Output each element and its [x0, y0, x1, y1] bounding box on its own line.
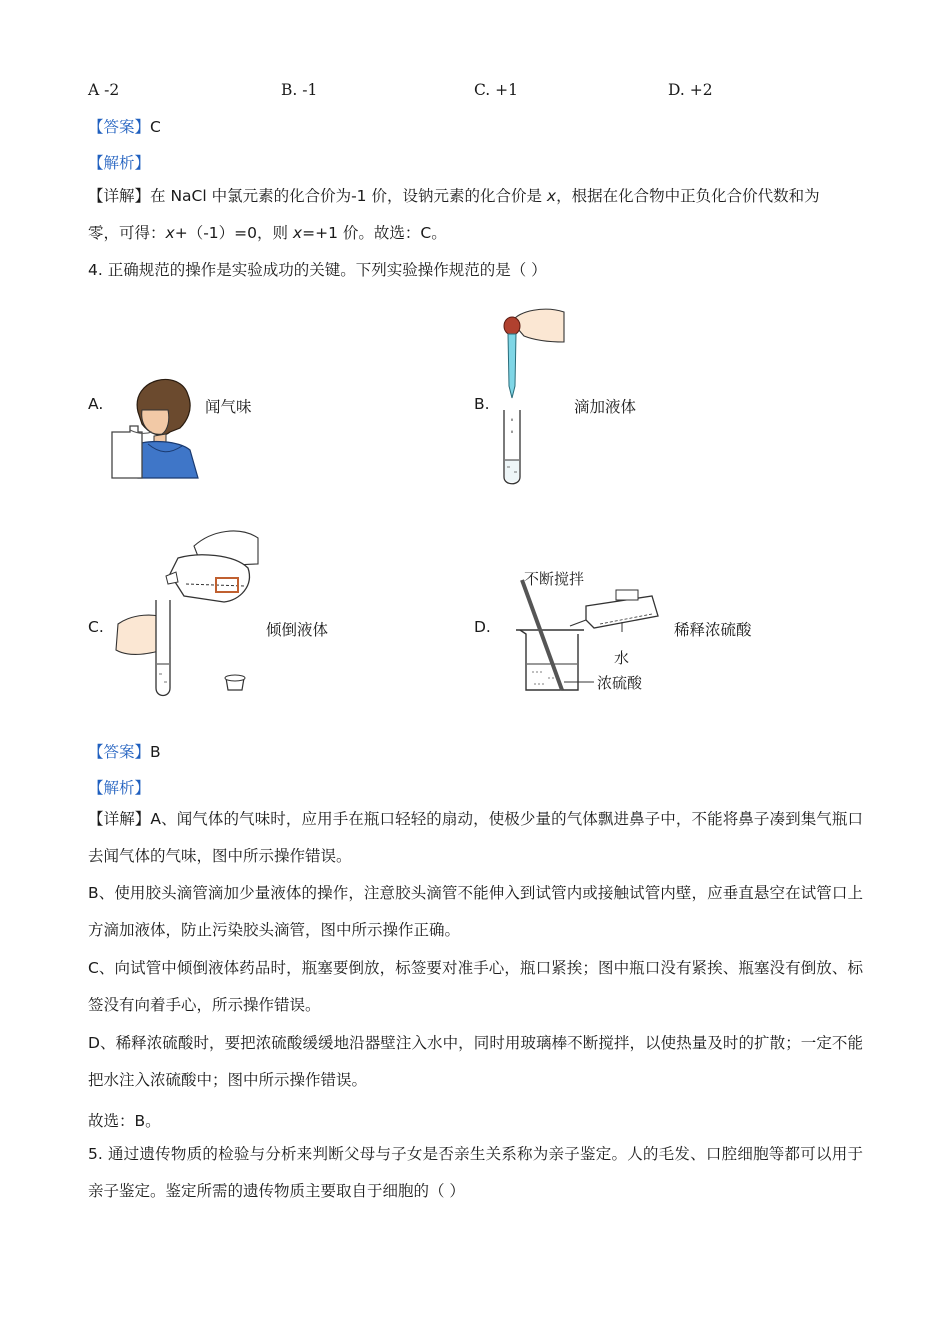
label-water: 水: [614, 649, 630, 667]
variable-x: x: [546, 187, 557, 205]
q3-option-c: C. +1: [474, 81, 519, 99]
q4-option-d-caption: 稀释浓硫酸: [674, 621, 752, 639]
q3-option-b: B. -1: [281, 81, 318, 99]
q5-stem: 5. 通过遗传物质的检验与分析来判断父母与子女是否亲生关系称为亲子鉴定。人的毛发、口腔细胞等都可以用于亲子鉴定。鉴定所需的遗传物质主要取自于细胞的（ ）: [88, 1145, 863, 1200]
q4-option-c-letter: C.: [88, 618, 104, 636]
q3-detail-line2: [88, 221, 447, 243]
detail-text: =+1 价。故选：C。: [302, 224, 447, 242]
detail-text: ，根据在化合物中正负化合价代数和为: [556, 187, 820, 205]
detail-text: +（-1）=0，则: [174, 224, 293, 242]
detail-tag: 【详解】: [88, 810, 151, 828]
q4-detail-c: C、向试管中倾倒液体药品时，瓶塞要倒放，标签要对准手心，瓶口紧挨；图中瓶口没有紧挨、瓶塞没有倒放、标签没有向着手心，所示操作错误。: [88, 959, 863, 1014]
q4-detail-b: B、使用胶头滴管滴加少量液体的操作，注意胶头滴管不能伸入到试管内或接触试管内壁，应垂直悬空在试管口上方滴加液体，防止污染胶头滴管，图中所示操作正确。: [88, 884, 863, 939]
q4-option-b-letter: B.: [474, 395, 490, 413]
label-acid: 浓硫酸: [597, 674, 643, 692]
detail-text: A、闻气体的气味时，应用手在瓶口轻轻的扇动，使极少量的气体飘进鼻子中，不能将鼻子凑到集气瓶口去闻气体的气味，图中所示操作错误。: [88, 810, 863, 865]
detail-text: 在 NaCl 中氯元素的化合价为-1 价，设钠元素的化合价是: [150, 187, 547, 205]
q4-option-a-letter: A.: [88, 395, 104, 413]
q4-analysis-tag: 【解析】: [88, 779, 151, 797]
label-stir: 不断搅拌: [524, 570, 585, 588]
answer-tag: 【答案】: [88, 743, 151, 761]
variable-x: x: [165, 224, 175, 242]
q3-analysis-tag: 【解析】: [88, 154, 151, 172]
smell-gas-figure: [108, 370, 203, 482]
q3-option-a: A -2: [88, 81, 120, 99]
q4-stem: 4. 正确规范的操作是实验成功的关键。下列实验操作规范的是（ ）: [88, 261, 547, 279]
q3-answer: [88, 115, 161, 137]
q4-detail-d: D、稀释浓硫酸时，要把浓硫酸缓缓地沿器壁注入水中，同时用玻璃棒不断搅拌，以使热量及时的扩散；一定不能把水注入浓硫酸中；图中所示操作错误。: [88, 1034, 863, 1089]
q4-detail-a: [88, 801, 863, 875]
answer-tag: 【答案】: [88, 118, 151, 136]
variable-x: x: [292, 224, 303, 242]
q3-detail-line1: [88, 184, 820, 206]
detail-tag: 【详解】: [88, 187, 151, 205]
q4-option-d-letter: D.: [474, 618, 491, 636]
answer-value: C: [150, 118, 161, 136]
q4-option-b-caption: 滴加液体: [574, 398, 637, 416]
pour-liquid-figure: [108, 524, 268, 700]
q4-option-c-caption: 倾倒液体: [266, 621, 329, 639]
q3-option-d: D. +2: [668, 81, 713, 99]
q4-answer: [88, 740, 161, 762]
answer-value: B: [150, 743, 161, 761]
q4-conclusion: 故选：B。: [88, 1112, 161, 1130]
q4-option-a-caption: 闻气味: [205, 398, 252, 416]
dropper-figure: [490, 302, 568, 487]
detail-text: 零，可得：: [88, 224, 166, 242]
